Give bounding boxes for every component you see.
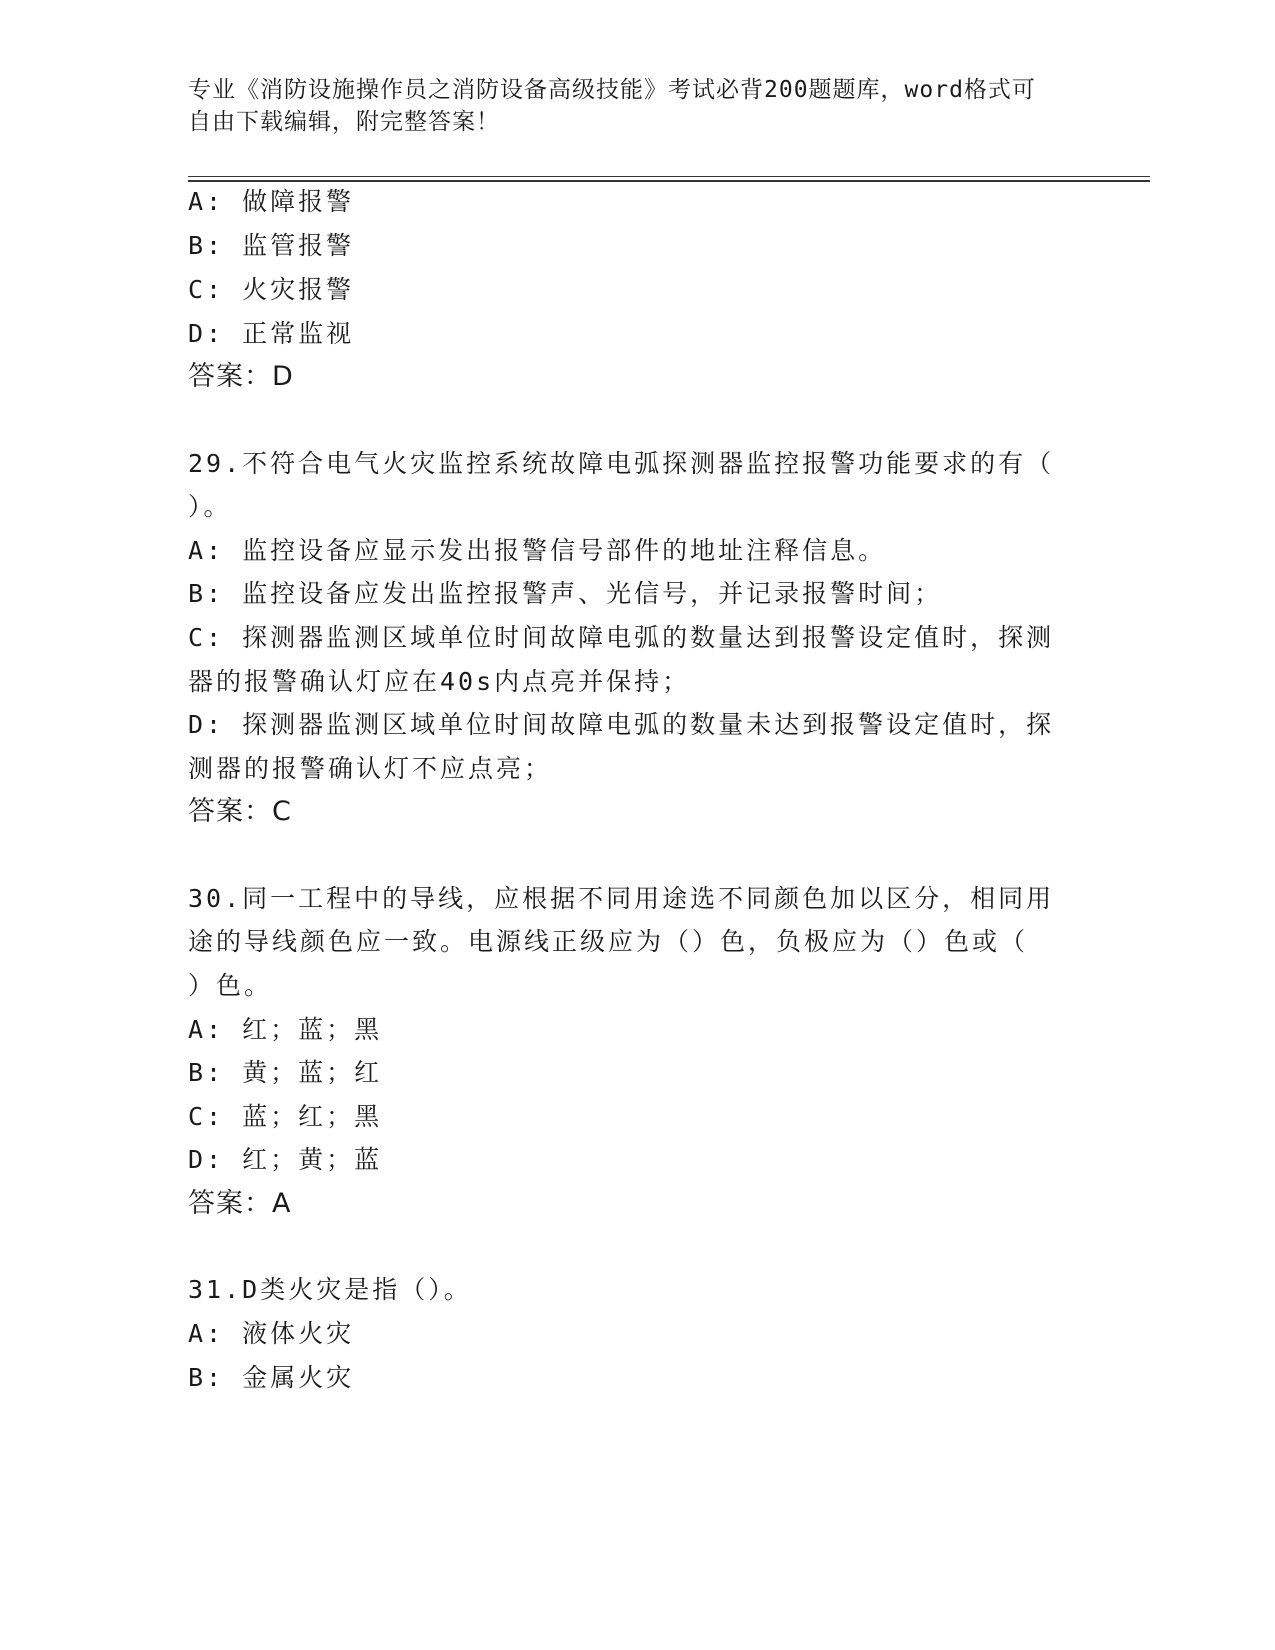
q28-option-a: A: 做障报警	[188, 187, 355, 216]
q31-option-a: A: 液体火灾	[188, 1319, 355, 1348]
q29-answer: 答案：C	[188, 796, 292, 827]
header-line-2: 自由下载编辑，附完整答案！	[188, 109, 500, 135]
q31-option-b: B: 金属火灾	[188, 1363, 355, 1392]
q29-option-b: B: 监控设备应发出监控报警声、光信号，并记录报警时间；	[188, 579, 943, 608]
q30-stem-line-1: 30.同一工程中的导线，应根据不同用途选不同颜色加以区分，相同用	[188, 884, 1055, 913]
q30-stem-line-3: ）色。	[188, 971, 273, 1000]
q30-option-b: B: 黄；蓝；红	[188, 1058, 383, 1087]
q28-option-b: B: 监管报警	[188, 231, 355, 260]
document-header	[188, 74, 1058, 138]
q28-option-c: C: 火灾报警	[188, 275, 355, 304]
header-line-1: 专业《消防设施操作员之消防设备高级技能》考试必背200题题库，word格式可	[188, 77, 1036, 103]
header-divider-thin	[188, 176, 1150, 177]
q29-option-c-line-2: 器的报警确认灯应在40s内点亮并保持；	[188, 667, 691, 696]
q29-option-a: A: 监控设备应显示发出报警信号部件的地址注释信息。	[188, 536, 887, 565]
q28-answer: 答案：D	[188, 361, 294, 392]
q29-option-c-line-1: C: 探测器监测区域单位时间故障电弧的数量达到报警设定值时，探测	[188, 623, 1055, 652]
q30-option-c: C: 蓝；红；黑	[188, 1102, 383, 1131]
q30-stem-line-2: 途的导线颜色应一致。电源线正级应为（）色，负极应为（）色或（	[188, 927, 1029, 956]
q29-option-d-line-1: D: 探测器监测区域单位时间故障电弧的数量未达到报警设定值时，探	[188, 710, 1055, 739]
q31-stem: 31.D类火灾是指（）。	[188, 1275, 472, 1304]
header-divider-thick	[188, 180, 1150, 182]
q29-stem-line-1: 29.不符合电气火灾监控系统故障电弧探测器监控报警功能要求的有（	[188, 449, 1055, 478]
q30-option-d: D: 红；黄；蓝	[188, 1145, 383, 1174]
q30-option-a: A: 红；蓝；黑	[188, 1015, 383, 1044]
q28-option-d: D: 正常监视	[188, 319, 355, 348]
q30-answer: 答案：A	[188, 1188, 292, 1219]
q29-option-d-line-2: 测器的报警确认灯不应点亮；	[188, 754, 553, 783]
q29-stem-line-2: ）。	[188, 492, 232, 521]
